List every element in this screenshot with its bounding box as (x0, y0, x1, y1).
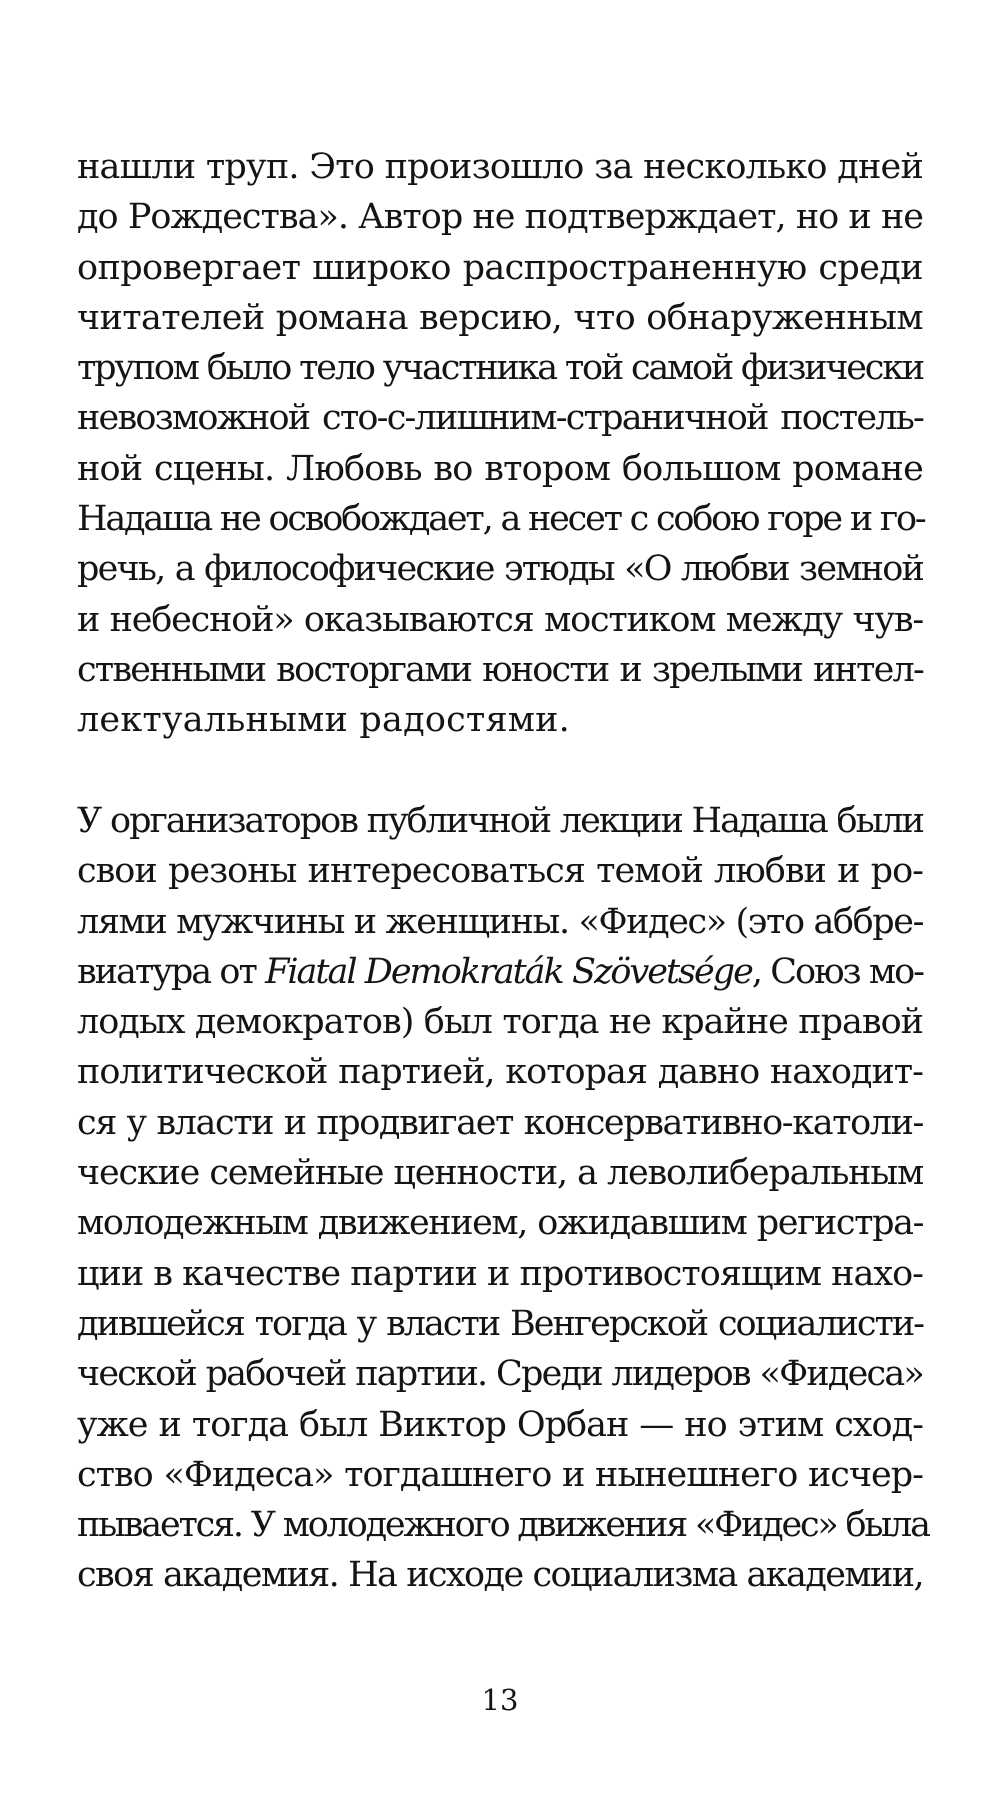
text-line-with-italic (77, 947, 923, 997)
text-line: ческие семейные ценности, а леволиберальным (77, 1153, 923, 1194)
text-segment: виатура от (77, 951, 266, 992)
page-number: 13 (481, 1683, 519, 1717)
paragraph-1 (77, 142, 923, 746)
text-line: ческой рабочей партии. Среди лидеров «Фидеса» (77, 1354, 923, 1395)
text-line: лодых демократов) был тогда не крайне правой (77, 1002, 923, 1043)
text-line: читателей романа версию, что обнаруженным (77, 297, 923, 338)
text-line: опровергает широко распространенную среди (77, 247, 923, 288)
text-line: ство «Фидеса» тогдашнего и нынешнего исчер- (77, 1454, 923, 1495)
text-line: нашли труп. Это произошло за несколько дней (77, 147, 923, 187)
text-line: речь, а философические этюды «О любви земной (77, 549, 923, 590)
text-line: ной сцены. Любовь во втором большом романе (77, 448, 923, 489)
text-line: уже и тогда был Виктор Орбан — но этим сход- (77, 1404, 923, 1445)
text-line: У организаторов публичной лекции Надаша были (77, 801, 923, 841)
text-line: Надаша не освобождает, а несет с собою горе и го- (77, 499, 925, 540)
text-line: своя академия. На исходе социализма академии, (77, 1555, 923, 1596)
text-line: до Рождества». Автор не подтверждает, но и не (77, 197, 923, 238)
text-line: трупом было тело участника той самой физически (77, 348, 923, 389)
text-line: ственными восторгами юности и зрелыми интел- (77, 649, 923, 690)
text-line: свои резоны интересоваться темой любви и ро- (77, 851, 923, 892)
text-line: дившейся тогда у власти Венгерской социалисти- (77, 1303, 923, 1344)
text-line: пывается. У молодежного движения «Фидес» была (77, 1505, 929, 1546)
text-line: молодежным движением, ожидавшим регистра- (77, 1203, 923, 1244)
text-line: и небесной» оказываются мостиком между чув- (77, 599, 923, 640)
text-line: невозможной сто-с-лишним-страничной постель- (77, 398, 923, 439)
text-line: лектуальными радостями. (77, 700, 571, 741)
text-line: ции в качестве партии и противостоящим нахо- (77, 1253, 923, 1294)
text-segment: , Союз мо- (751, 951, 923, 992)
italic-term: Fiatal Demokraták Szövetsége (265, 951, 752, 992)
text-line: политической партией, которая давно находит- (77, 1052, 923, 1093)
paragraph-2 (77, 796, 929, 1601)
text-line: лями мужчины и женщины. «Фидес» (это аббре- (77, 901, 923, 942)
text-line: ся у власти и продвигает консервативно-католи- (77, 1102, 923, 1143)
